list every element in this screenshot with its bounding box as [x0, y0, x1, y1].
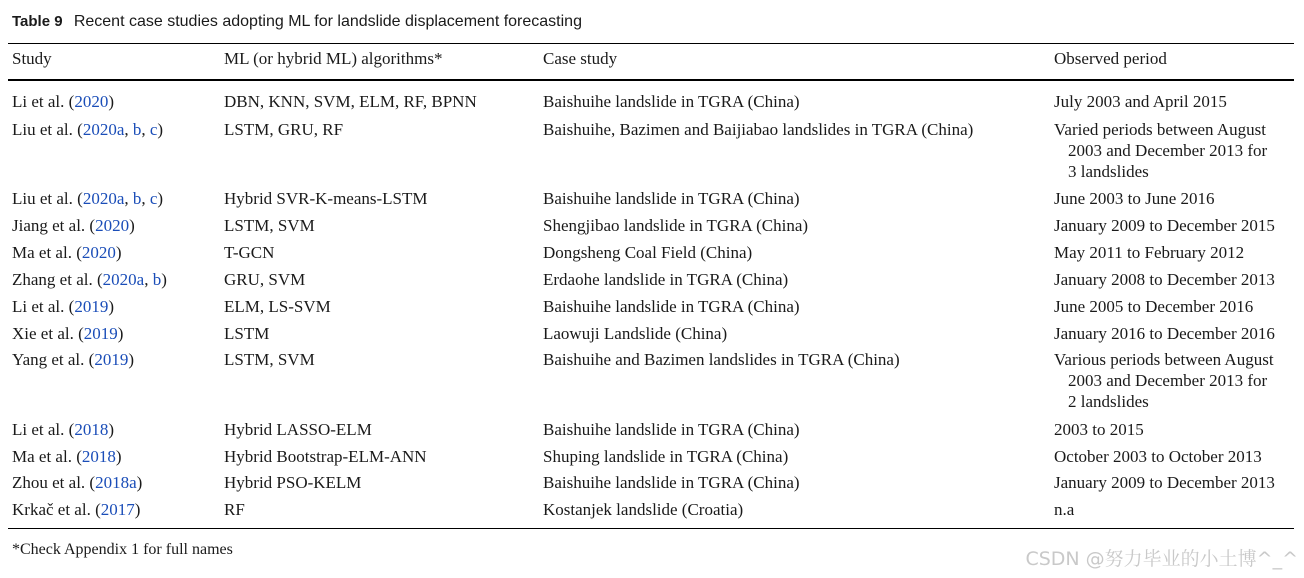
citation-link[interactable]: c: [149, 189, 158, 208]
citation-link[interactable]: 2020: [95, 216, 130, 235]
table-row-algorithms: LSTM, SVM: [224, 216, 315, 235]
table-row-case: Baishuihe landslide in TGRA (China): [543, 420, 800, 439]
table-label: Table 9: [12, 13, 63, 30]
table-row-case: Baishuihe landslide in TGRA (China): [543, 189, 800, 208]
citation-link[interactable]: 2020a: [82, 189, 125, 208]
header-case-study: Case study: [543, 49, 618, 68]
citation-link[interactable]: b: [132, 189, 142, 208]
table-row-study: Liu et al. (2020a, b, c): [12, 189, 164, 208]
table-row-case: Baishuihe landslide in TGRA (China): [543, 297, 800, 316]
table-row-algorithms: LSTM, SVM: [224, 350, 315, 369]
citation-link[interactable]: 2018: [81, 447, 116, 466]
table-row-case: Baishuihe and Bazimen landslides in TGRA (China): [543, 350, 900, 369]
table-row-period: Various periods between August 2003 and December 2013 for 2 landslides: [1054, 350, 1274, 411]
table-title: Recent case studies adopting ML for landslide displacement forecasting: [73, 13, 582, 30]
table-row-study: Zhang et al. (2020a, b): [12, 270, 167, 289]
table-caption: [12, 11, 582, 31]
table-row-algorithms: Hybrid SVR-K-means-LSTM: [224, 189, 428, 208]
header-study: Study: [12, 49, 52, 68]
table-row-period: May 2011 to February 2012: [1054, 243, 1245, 262]
table-row-case: Dongsheng Coal Field (China): [543, 243, 753, 262]
header-algorithms: ML (or hybrid ML) algorithms*: [224, 49, 443, 68]
table-row-period: 2003 to 2015: [1054, 420, 1144, 439]
table-row-case: Kostanjek landslide (Croatia): [543, 500, 744, 519]
table-row-case: Shuping landslide in TGRA (China): [543, 447, 789, 466]
table-row-study: Li et al. (2020): [12, 92, 114, 111]
table-row-study: Xie et al. (2019): [12, 324, 124, 343]
table-row-period: January 2008 to December 2013: [1054, 270, 1275, 289]
table-row-algorithms: RF: [224, 500, 245, 519]
citation-link[interactable]: 2020: [74, 92, 109, 111]
table-row-case: Baishuihe landslide in TGRA (China): [543, 92, 800, 111]
table-row-study: Li et al. (2018): [12, 420, 114, 439]
table-row-study: Jiang et al. (2020): [12, 216, 135, 235]
table-row-algorithms: Hybrid PSO-KELM: [224, 473, 362, 492]
table-row-study: Yang et al. (2019): [12, 350, 134, 369]
table-row-period: n.a: [1054, 500, 1075, 519]
citation-link[interactable]: b: [132, 120, 142, 139]
header-rule: [8, 79, 1294, 81]
table-row-algorithms: GRU, SVM: [224, 270, 306, 289]
citation-link[interactable]: 2019: [94, 350, 129, 369]
table-row-period: June 2005 to December 2016: [1054, 297, 1254, 316]
citation-link[interactable]: 2020a: [102, 270, 145, 289]
table-row-period: January 2009 to December 2013: [1054, 473, 1275, 492]
table-row-study: Krkač et al. (2017): [12, 500, 141, 519]
table-row-algorithms: LSTM, GRU, RF: [224, 120, 344, 139]
table-row-period: June 2003 to June 2016: [1054, 189, 1215, 208]
table-row-case: Shengjibao landslide in TGRA (China): [543, 216, 809, 235]
table-row-period: January 2009 to December 2015: [1054, 216, 1275, 235]
table-row-algorithms: LSTM: [224, 324, 270, 343]
header-observed-period: Observed period: [1054, 49, 1167, 68]
citation-link[interactable]: 2020a: [82, 120, 125, 139]
table-row-case: Laowuji Landslide (China): [543, 324, 728, 343]
citation-link[interactable]: 2019: [83, 324, 118, 343]
table-row-study: Zhou et al. (2018a): [12, 473, 143, 492]
table-row-algorithms: Hybrid Bootstrap-ELM-ANN: [224, 447, 427, 466]
table-row-study: Ma et al. (2018): [12, 447, 122, 466]
table-row-period: October 2003 to October 2013: [1054, 447, 1262, 466]
table-row-period: January 2016 to December 2016: [1054, 324, 1275, 343]
table-row-algorithms: Hybrid LASSO-ELM: [224, 420, 372, 439]
watermark: CSDN @努力毕业的小土博^_^: [1025, 548, 1298, 570]
table-row-period: Varied periods between August 2003 and December 2013 for 3 landslides: [1054, 120, 1268, 181]
citation-link[interactable]: c: [149, 120, 158, 139]
table-row-case: Baishuihe, Bazimen and Baijiabao landslides in TGRA (China): [543, 120, 974, 139]
citation-link[interactable]: 2018a: [95, 473, 137, 492]
table-row-algorithms: T-GCN: [224, 243, 275, 262]
table-row-study: Ma et al. (2020): [12, 243, 122, 262]
table-row-study: Li et al. (2019): [12, 297, 114, 316]
citation-link[interactable]: 2017: [100, 500, 135, 519]
table-top-rule: [8, 43, 1294, 44]
citation-link[interactable]: 2018: [74, 420, 109, 439]
table-row-study: Liu et al. (2020a, b, c): [12, 120, 164, 139]
citation-link[interactable]: 2019: [74, 297, 109, 316]
citation-link[interactable]: 2020: [81, 243, 116, 262]
table-bottom-rule: [8, 528, 1294, 529]
table-row-case: Erdaohe landslide in TGRA (China): [543, 270, 789, 289]
citation-link[interactable]: b: [152, 270, 162, 289]
table-row-algorithms: ELM, LS-SVM: [224, 297, 331, 316]
table-row-case: Baishuihe landslide in TGRA (China): [543, 473, 800, 492]
table-row-algorithms: DBN, KNN, SVM, ELM, RF, BPNN: [224, 92, 477, 111]
table-footnote: *Check Appendix 1 for full names: [12, 541, 233, 558]
table-row-period: July 2003 and April 2015: [1054, 92, 1227, 111]
